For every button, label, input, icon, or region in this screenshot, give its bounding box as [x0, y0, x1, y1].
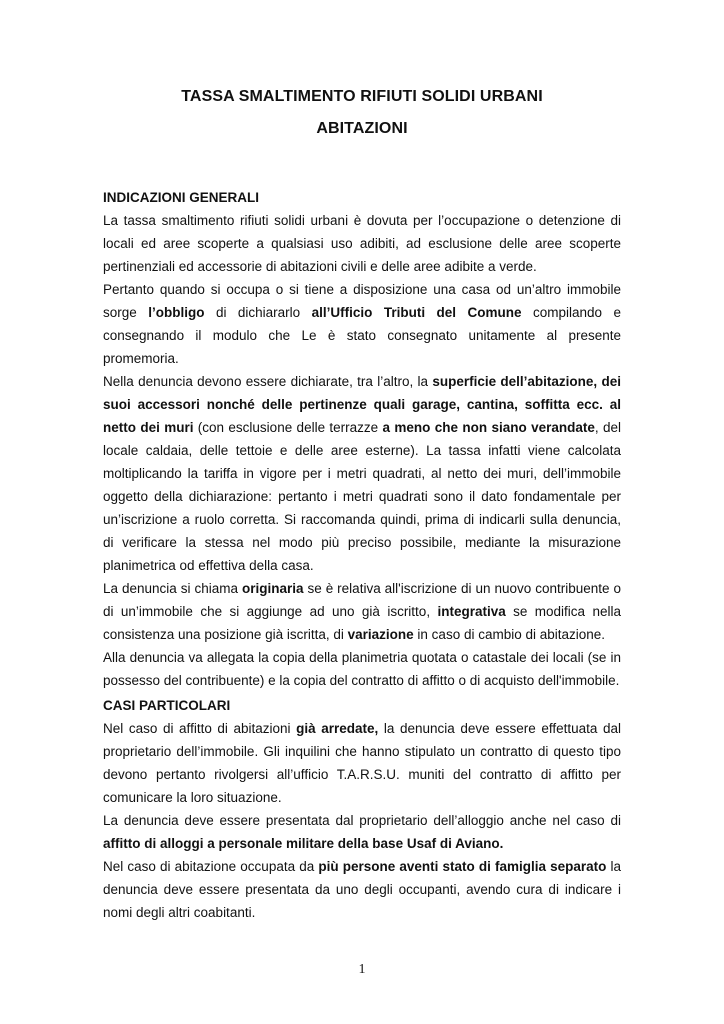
- bold-text: affitto di alloggi a personale militare della base Usaf di Aviano.: [103, 836, 504, 851]
- text-run: in caso di cambio di abitazione.: [413, 627, 606, 642]
- section-heading: INDICAZIONI GENERALI: [103, 190, 260, 205]
- text-run: (con esclusione delle terrazze: [193, 420, 383, 435]
- text-run: se modifica nella consistenza una posizione già iscritta, di: [103, 604, 621, 642]
- bold-text: originaria: [241, 581, 304, 596]
- text-run: Nel caso di affitto di abitazioni: [103, 721, 297, 736]
- text-run: Nella denuncia devono essere dichiarate, tra l’altro, la: [103, 374, 433, 389]
- section-casi-particolari: [103, 694, 621, 924]
- text-run: di dichiararlo: [204, 305, 312, 320]
- paragraph: [103, 209, 621, 278]
- text-run: La denuncia si chiama: [103, 581, 242, 596]
- text-run: La tassa smaltimento rifiuti solidi urbani è dovuta per l’occupazione o detenzione di locali ed aree scoperte a qualsiasi uso adibiti, ad esclusione delle aree scoperte pertinenziali ed accessorie di abitazioni civili e delle aree adibite a verde.: [103, 213, 621, 274]
- bold-text: all’Ufficio Tributi del Comune: [311, 305, 522, 320]
- document-title: TASSA SMALTIMENTO RIFIUTI SOLIDI URBANI: [181, 88, 543, 105]
- text-run: Nel caso di abitazione occupata da: [103, 859, 319, 874]
- text-run: Pertanto quando si occupa o si tiene a disposizione una casa od un’altro immobile sorge: [103, 282, 621, 320]
- document-subtitle: ABITAZIONI: [316, 120, 408, 137]
- page-number: 1: [358, 962, 366, 977]
- text-run: compilando e consegnando il modulo che Le è stato consegnato unitamente al presente promemoria.: [103, 305, 621, 366]
- bold-text: integrativa: [437, 604, 506, 619]
- section-heading: CASI PARTICOLARI: [103, 698, 231, 713]
- paragraph: [103, 646, 621, 692]
- bold-text: superficie dell’abitazione, dei suoi accessori nonché delle pertinenze quali garage, cantina, soffitta ecc. al netto dei muri: [103, 374, 621, 435]
- text-run: se è relativa all'iscrizione di un nuovo contribuente o di un’immobile che si aggiunge ad uno già iscritto,: [103, 581, 622, 619]
- text-run: Alla denuncia va allegata la copia della planimetria quotata o catastale dei locali (se in possesso del contribuente) e la copia del contratto di affitto o di acquisto dell'immobile.: [103, 650, 621, 688]
- section-indicazioni-generali: [103, 186, 621, 692]
- bold-text: più persone aventi stato di famiglia separato: [318, 859, 607, 874]
- paragraph: [103, 717, 621, 809]
- text-run: La denuncia deve essere presentata dal proprietario dell’alloggio anche nel caso di: [103, 813, 621, 828]
- paragraph: [103, 809, 621, 855]
- paragraph: [103, 370, 621, 577]
- text-run: , del locale caldaia, delle tettoie e delle aree esterne). La tassa infatti viene calcolata moltiplicando la tariffa in vigore per i metri quadrati, al netto dei muri, dell’immobile oggetto della dichiarazione: pertanto i metri quadrati sono il dato fondamentale per un’iscrizione a ruolo corretta. Si raccomanda quindi, prima di indicarli sulla denuncia, di verificare la stessa nel modo più preciso possibile, mediante la misurazione planimetrica od effettiva della casa.: [103, 420, 621, 573]
- paragraph: [103, 278, 621, 370]
- bold-text: variazione: [347, 627, 414, 642]
- bold-text: l’obbligo: [148, 305, 205, 320]
- text-run: la denuncia deve essere effettuata dal proprietario dell’immobile. Gli inquilini che hanno stipulato un contratto di questo tipo devono pertanto rivolgersi all’ufficio T.A.R.S.U. muniti del contratto di affitto per comunicare la loro situazione.: [103, 721, 622, 805]
- paragraph: [103, 855, 621, 924]
- bold-text: già arredate,: [296, 721, 379, 736]
- text-run: la denuncia deve essere presentata da uno degli occupanti, avendo cura di indicare i nomi degli altri coabitanti.: [103, 859, 621, 920]
- paragraph: [103, 577, 621, 646]
- bold-text: a meno che non siano verandate: [382, 420, 595, 435]
